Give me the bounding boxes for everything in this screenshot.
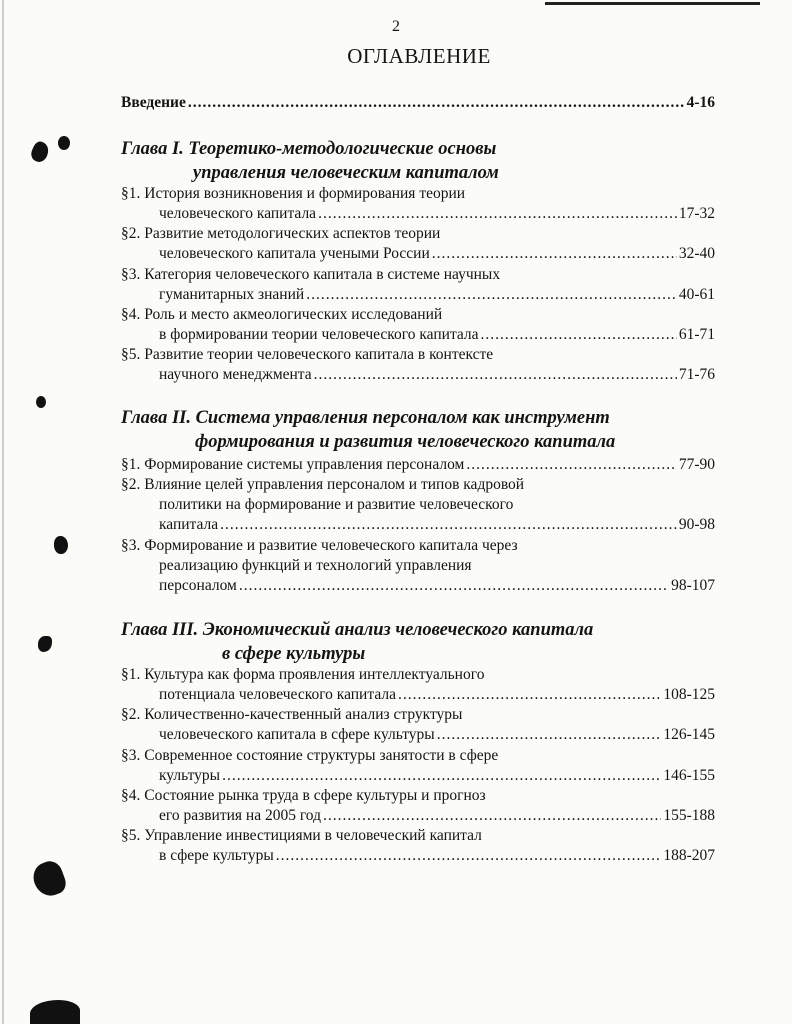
toc-entry (121, 786, 715, 826)
entry-last-line (121, 325, 715, 345)
toc-entry (121, 455, 715, 475)
ink-blot (29, 858, 69, 900)
chapter-1-title-line-2: управления человеческим капиталом (193, 163, 499, 183)
toc-entry (121, 536, 715, 596)
entry-last-line (121, 576, 715, 596)
entry-last-line (121, 685, 715, 705)
scan-left-edge (2, 0, 4, 1024)
entry-text: его развития на 2005 год (159, 807, 322, 824)
entry-last-line (121, 806, 715, 826)
dot-leader (222, 766, 661, 786)
toc-entry (121, 345, 715, 385)
entry-pages: 71-76 (678, 366, 715, 383)
entry-pages: 17-32 (678, 205, 715, 222)
ink-blot (29, 140, 52, 165)
ink-blot (30, 1000, 80, 1024)
entry-last-line (121, 846, 715, 866)
chapter-3-title-line-2: в сфере культуры (222, 644, 366, 664)
scan-edge-rule (545, 2, 760, 5)
entry-pages: 155-188 (663, 807, 715, 824)
entry-text: капитала (159, 516, 219, 533)
dot-leader (437, 725, 662, 745)
entry-text: §1. Формирование системы управления персоналом (121, 456, 465, 473)
toc-entry (121, 265, 715, 305)
ink-blot (38, 636, 52, 652)
entry-text: §2. Количественно-качественный анализ структуры (121, 706, 463, 723)
entry-pages: 40-61 (678, 286, 715, 303)
entry-pages: 146-155 (663, 767, 715, 784)
entry-text: политики на формирование и развитие человеческого (159, 496, 514, 513)
entry-text: человеческого капитала (159, 205, 317, 222)
chapter-2-title-line-2: формирования и развития человеческого капитала (195, 432, 616, 452)
dot-leader (220, 515, 677, 535)
entry-last-line (121, 204, 715, 224)
dot-leader (323, 806, 661, 826)
dot-leader (466, 455, 676, 475)
entry-text: реализацию функций и технологий управления (159, 557, 472, 574)
entry-text: в формировании теории человеческого капитала (159, 326, 479, 343)
entry-text: человеческого капитала учеными России (159, 245, 430, 262)
entry-text: §1. История возникновения и формирования теории (121, 185, 466, 202)
entry-pages: 108-125 (663, 686, 715, 703)
entry-pages: 126-145 (663, 726, 715, 743)
toc-entry (121, 826, 715, 866)
dot-leader (239, 576, 669, 596)
chapter-1-title-line-1: Глава I. Теоретико-методологические основы (121, 139, 497, 159)
page-number: 2 (392, 18, 400, 35)
entry-text: §1. Культура как форма проявления интеллектуального (121, 666, 485, 683)
entry-text: §5. Развитие теории человеческого капитала в контексте (121, 346, 494, 363)
dot-leader (314, 365, 677, 385)
toc-entry (121, 705, 715, 745)
entry-text: §2. Влияние целей управления персоналом и типов кадровой (121, 476, 525, 493)
entry-text: в сфере культуры (159, 847, 274, 864)
dot-leader (188, 93, 685, 113)
entry-last-line (121, 285, 715, 305)
ink-blot (58, 136, 70, 150)
toc-entry (121, 224, 715, 264)
dot-leader (398, 685, 661, 705)
entry-last-line (121, 365, 715, 385)
entry-pages: 188-207 (663, 847, 715, 864)
entry-text: потенциала человеческого капитала (159, 686, 396, 703)
entry-text: персоналом (159, 577, 237, 594)
ink-blot (54, 536, 68, 554)
entry-text: научного менеджмента (159, 366, 312, 383)
introduction-label: Введение (121, 94, 186, 111)
entry-pages: 77-90 (678, 456, 715, 473)
entry-last-line (121, 515, 715, 535)
entry-text: §4. Роль и место акмеологических исследований (121, 306, 443, 323)
entry-pages: 61-71 (678, 326, 715, 343)
entry-text: §5. Управление инвестициями в человеческий капитал (121, 827, 482, 844)
toc-entry (121, 184, 715, 224)
entry-text: §3. Категория человеческого капитала в системе научных (121, 266, 501, 283)
entry-text: §4. Состояние рынка труда в сфере культуры и прогноз (121, 787, 486, 804)
toc-entry (121, 475, 715, 535)
dot-leader (318, 204, 677, 224)
entry-last-line (121, 725, 715, 745)
toc-entry (121, 305, 715, 345)
entry-text: культуры (159, 767, 221, 784)
entry-pages: 98-107 (671, 577, 715, 594)
dot-leader (481, 325, 677, 345)
entry-text: §3. Формирование и развитие человеческого капитала через (121, 537, 518, 554)
entry-text: §2. Развитие методологических аспектов теории (121, 225, 441, 242)
dot-leader (306, 285, 677, 305)
chapter-2-title-line-1: Глава II. Система управления персоналом как инструмент (121, 408, 610, 428)
entry-text: §3. Современное состояние структуры занятости в сфере (121, 747, 499, 764)
entry-text: человеческого капитала в сфере культуры (159, 726, 435, 743)
toc-introduction (121, 93, 715, 113)
entry-last-line (121, 766, 715, 786)
entry-last-line (121, 244, 715, 264)
introduction-pages: 4-16 (686, 94, 715, 111)
page-title: ОГЛАВЛЕНИЕ (347, 44, 491, 68)
dot-leader (432, 244, 677, 264)
toc-entry (121, 665, 715, 705)
entry-pages: 32-40 (678, 245, 715, 262)
entry-text: гуманитарных знаний (159, 286, 305, 303)
toc-entry (121, 746, 715, 786)
chapter-3-title-line-1: Глава III. Экономический анализ человеческого капитала (121, 620, 594, 640)
entry-last-line (121, 455, 715, 475)
dot-leader (276, 846, 662, 866)
ink-blot (36, 396, 46, 408)
entry-pages: 90-98 (678, 516, 715, 533)
